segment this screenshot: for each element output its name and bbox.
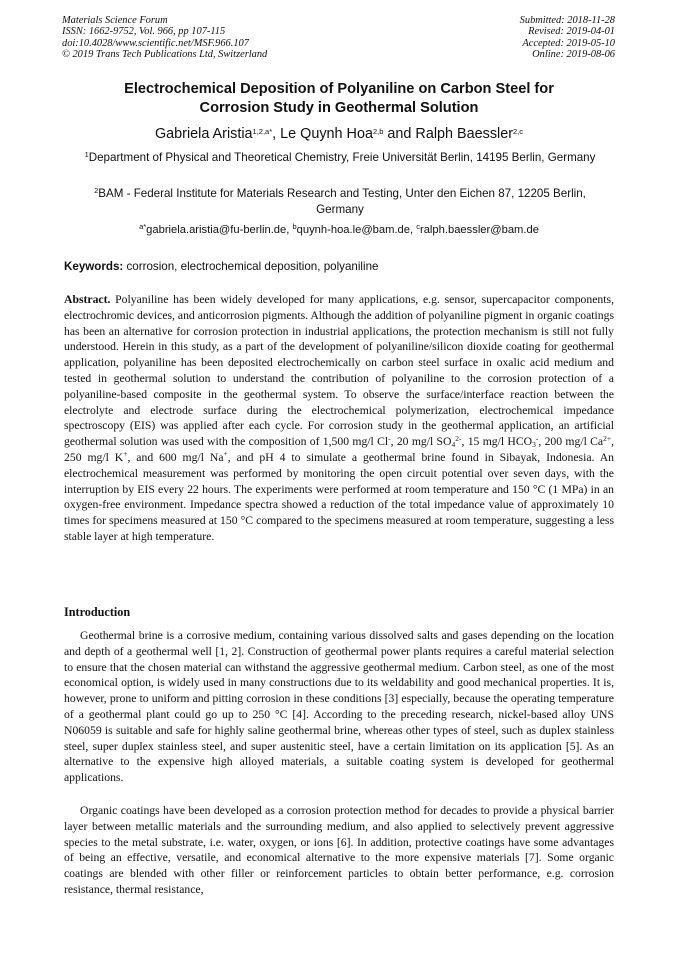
email-superscript: a* [139, 221, 147, 231]
author-superscript: 2,b [372, 126, 384, 136]
journal-header-right [520, 15, 615, 60]
doi-line: doi:10.4028/www.scientific.net/MSF.966.107 [62, 37, 249, 49]
ion-charge: + [223, 449, 228, 459]
keywords-line [64, 259, 616, 274]
accepted-date: Accepted: 2019-05-10 [522, 37, 615, 49]
author-list [60, 125, 618, 143]
affiliation-1 [70, 150, 610, 166]
email-superscript: c [416, 221, 420, 231]
issn-line: ISSN: 1662-9752, Vol. 966, pp 107-115 [62, 26, 226, 38]
email-list [60, 223, 618, 237]
online-date: Online: 2019-08-06 [532, 48, 615, 60]
journal-header-left [62, 15, 267, 60]
ion-charge: 2+ [603, 433, 612, 443]
section-heading-introduction: Introduction [64, 605, 131, 619]
author-superscript: 2,c [513, 126, 524, 136]
email-superscript: b [292, 221, 297, 231]
affiliation-number: 1 [84, 149, 89, 159]
paper-title [60, 80, 618, 117]
affiliation-text: Department of Physical and Theoretical Chemistry, Freie Universität Berlin, 14195 Berlin, Germany [88, 151, 596, 164]
copyright-line: © 2019 Trans Tech Publications Ltd, Switzerland [62, 48, 268, 60]
author-superscript: 1,2,a* [252, 126, 273, 136]
ion-subscript: 4 [451, 440, 456, 450]
abstract-text: , 250 mg/l K [64, 435, 615, 464]
keywords-label: Keywords: [64, 260, 124, 273]
abstract-text: , and pH 4 to simulate a geothermal brine found in Sibayak, Indonesia. An electrochemical measurement was performed by monitoring the open circuit potential over seven days, with the interruption by EIS every 22 hours. The experiments were performed at room temperature and 150 °C (1 MPa) in an oxygen-free environment. Impedance spectra showed a reduction of the total impedance value of approximately 10 times for specimens measured at 150 °C compared to the specimens measured at room temperature, suggesting a less stable layer at high temperature. [64, 450, 614, 543]
email-separator: , [286, 224, 293, 236]
affiliation-number: 2 [94, 185, 99, 195]
affiliation-2 [70, 186, 610, 218]
author-name: Le Quynh Hoa [280, 126, 373, 142]
email-link[interactable]: quynh-hoa.le@bam.de [296, 224, 411, 236]
ion-charge: 2- [455, 433, 462, 443]
keywords-text: corrosion, electrochemical deposition, polyaniline [123, 260, 379, 273]
submitted-date: Submitted: 2018-11-28 [519, 15, 615, 26]
email-link[interactable]: ralph.baessler@bam.de [419, 224, 539, 236]
title-line-2: Corrosion Study in Geothermal Solution [199, 99, 479, 116]
ion-charge: - [388, 433, 391, 443]
abstract-text: , 200 mg/l Ca [538, 435, 604, 449]
title-line-1: Electrochemical Deposition of Polyaniline on Carbon Steel for [124, 81, 554, 97]
author-name: Ralph Baessler [415, 126, 514, 142]
abstract-label: Abstract. [64, 293, 111, 306]
intro-paragraph-1: Geothermal brine is a corrosive medium, containing various dissolved salts and gases depending on the location and depth of a geothermal well [1, 2]. Construction of geothermal power plants requires a careful material selection to ensure that the chosen material can withstand the aggressive geothermal medium. Carbon steel, as one of the most economical option, is widely used in many constructions due to its weldability and good mechanical properties. It is, however, prone to uniform and pitting corrosion in these conditions [3] especially, because the operating temperature of a geothermal plant could go up to 250 °C [4]. According to the preceding research, nickel-based alloy UNS N06059 is suitable and safe for highly saline geothermal brine, whereas other types of steel, such as duplex stainless steel, super duplex stainless steel, and super austenitic steel, have a certain limitation on its application [5]. As an alternative to the expensive high alloyed materials, a suitable coating system is developed for geothermal applications. [64, 629, 614, 785]
ion-subscript: 3 [532, 440, 536, 450]
ion-charge: + [123, 449, 128, 459]
intro-paragraph-2: Organic coatings have been developed as a corrosion protection method for decades to provide a physical barrier layer between metallic materials and the surrounding medium, and also applied to selectively prevent aggressive species to the metal substrate, i.e. water, oxygen, or ions [6]. In addition, protective coatings have some advantages of being an effective, versatile, and economical alternative to the more expensive materials [7]. Some organic coatings are blended with other filler or reinforcement particles to obtain better performance, e.g. corrosion resistance, thermal resistance, [64, 804, 614, 896]
email-separator: , [410, 224, 417, 236]
abstract-text: Polyaniline has been widely developed for many applications, e.g. sensor, supercapacitor components, electrochromic devices, and anticorrosion pigments. Although the addition of polyaniline pigment in organic coatings has been an alternative for corrosion protection in industrial applications, the protection mechanism is still not fully understood. Herein in this study, as a part of the development of polyaniline/silicon dioxide coating for geothermal application, polyaniline has been deposited electrochemically on carbon steel surface in oxalic acid medium and tested in geothermal solution to understand the contribution of polyaniline to the corrosion protection of a polyaniline-based composite in the geothermal system. To observe the surface/interface reaction between the electrolyte and electrode surface during the electrochemical polymerization, electrochemical impedance spectroscopy (EIS) was applied after each cycle. For corrosion study in the geothermal application, an artificial geothermal solution was used with the composition of 1,500 mg/l Cl [64, 293, 614, 449]
journal-name: Materials Science Forum [62, 15, 168, 26]
affiliation-text: BAM - Federal Institute for Materials Research and Testing, Unter den Eichen 87, 12205 Berlin, Germany [98, 187, 586, 216]
author-separator: , [272, 126, 281, 142]
abstract-text: , 20 mg/l SO [390, 435, 452, 449]
abstract-paragraph [64, 292, 614, 545]
ion-charge: - [535, 433, 539, 443]
email-link[interactable]: gabriela.aristia@fu-berlin.de [146, 224, 287, 236]
abstract-text: , and 600 mg/l Na [127, 450, 224, 464]
revised-date: Revised: 2019-04-01 [528, 26, 615, 38]
abstract-text: , 15 mg/l HCO [461, 435, 533, 449]
author-separator: and [383, 126, 416, 142]
author-name: Gabriela Aristia [154, 126, 253, 142]
